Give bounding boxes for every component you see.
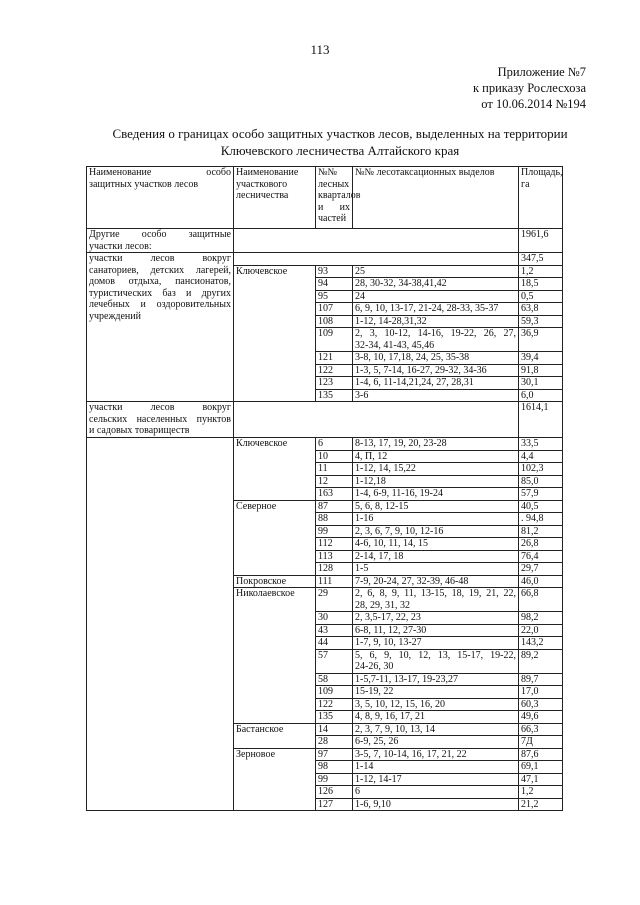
plot-numbers-cell: 7-9, 20-24, 27, 32-39, 46-48 <box>353 575 519 588</box>
appendix-line: к приказу Рослесхоза <box>472 81 586 95</box>
title-line: Ключевского лесничества Алтайского края <box>220 143 460 158</box>
quarter-cell: 95 <box>316 290 353 303</box>
quarter-cell: 57 <box>316 649 353 673</box>
plot-numbers-cell: 6, 9, 10, 13-17, 21-24, 28-33, 35-37 <box>353 303 519 316</box>
area-cell: 347,5 <box>519 253 563 266</box>
header-quarter-cell <box>316 167 361 229</box>
quarter-cell: 93 <box>316 265 353 278</box>
area-cell: 66,3 <box>519 723 563 736</box>
plot-numbers-cell: 1-12, 14, 15,22 <box>353 463 519 476</box>
plot-numbers-cell: 4, 8, 9, 16, 17, 21 <box>353 711 519 724</box>
quarter-cell: 163 <box>316 488 353 501</box>
merged-empty-cell <box>234 253 519 266</box>
quarter-cell: 113 <box>316 550 353 563</box>
plot-numbers-cell: 1-6, 9,10 <box>353 798 519 811</box>
appendix-block <box>473 64 586 112</box>
plot-numbers-cell: 2-14, 17, 18 <box>353 550 519 563</box>
cell-line: санаториев, детских лагерей, <box>89 264 231 276</box>
cell-line: участки лесов вокруг <box>89 402 231 413</box>
quarter-cell: 128 <box>316 563 353 576</box>
cell-line: Другие особо защитные <box>89 229 231 240</box>
quarter-cell: 109 <box>316 328 353 352</box>
plot-numbers-cell: 1-4, 6-9, 11-16, 19-24 <box>353 488 519 501</box>
area-cell: 87,6 <box>519 748 563 761</box>
table-body <box>87 167 563 811</box>
cell-line: 2, 3, 10-12, 14-16, 19-22, 26, 27, <box>355 328 516 339</box>
header-text: Наименование <box>236 167 299 178</box>
area-cell: 69,1 <box>519 761 563 774</box>
quarter-cell: 99 <box>316 773 353 786</box>
area-cell: 76,4 <box>519 550 563 563</box>
plot-numbers-cell: 1-5 <box>353 563 519 576</box>
forestry-cell: Николаевское <box>234 588 316 724</box>
plot-numbers-cell: 1-3, 5, 7-14, 16-27, 29-32, 34-36 <box>353 364 519 377</box>
quarter-cell: 99 <box>316 525 353 538</box>
appendix-line: от 10.06.2014 №194 <box>481 97 586 111</box>
quarter-cell: 135 <box>316 711 353 724</box>
quarter-cell: 97 <box>316 748 353 761</box>
header-text: Наименование особо <box>89 167 231 178</box>
area-cell: 7Д <box>519 736 563 749</box>
quarter-cell: 107 <box>316 303 353 316</box>
table-row <box>87 402 563 438</box>
header-text: и их <box>318 201 350 213</box>
cell-line: 5, 6, 9, 10, 12, 13, 15-17, 19-22, <box>355 649 516 661</box>
boundaries-table <box>86 166 563 811</box>
area-cell: 102,3 <box>519 463 563 476</box>
quarter-cell: 6 <box>316 438 353 451</box>
cell-line: 32-34, 41-43, 45,46 <box>355 339 435 351</box>
cell-line: домов отдыха, пансионатов, <box>89 276 231 287</box>
area-cell: 30,1 <box>519 377 563 390</box>
plot-numbers-cell: 4, П, 12 <box>353 450 519 463</box>
cell-line: 24-26, 30 <box>355 661 394 672</box>
quarter-cell: 29 <box>316 588 353 612</box>
quarter-cell: 112 <box>316 538 353 551</box>
plot-numbers-cell: 1-7, 9, 10, 13-27 <box>353 637 519 650</box>
area-cell: 21,2 <box>519 798 563 811</box>
plot-numbers-cell: 3-8, 10, 17,18, 24, 25, 35-38 <box>353 352 519 365</box>
quarter-cell: 28 <box>316 736 353 749</box>
header-text: кварталов <box>318 190 361 201</box>
area-cell: 40,5 <box>519 500 563 513</box>
plot-numbers-cell: 6-9, 25, 26 <box>353 736 519 749</box>
cell-line: участки лесов: <box>89 240 152 252</box>
plot-numbers-cell: 6 <box>353 786 519 799</box>
header-text: лесных <box>318 178 350 190</box>
merged-empty-cell <box>234 402 519 438</box>
area-cell: 1961,6 <box>519 229 563 253</box>
area-cell: 26,8 <box>519 538 563 551</box>
area-cell: 4,4 <box>519 450 563 463</box>
quarter-cell: 121 <box>316 352 353 365</box>
header-name-cell <box>87 167 234 229</box>
group-name-cell <box>87 229 234 253</box>
plot-numbers-cell: 3-6 <box>353 389 519 402</box>
header-text: №№ <box>318 167 338 178</box>
quarter-cell: 98 <box>316 761 353 774</box>
area-cell: 85,0 <box>519 475 563 488</box>
quarter-cell: 30 <box>316 612 353 625</box>
plot-numbers-cell: 1-14 <box>353 761 519 774</box>
area-cell: 89,7 <box>519 673 563 686</box>
quarter-cell: 94 <box>316 278 353 291</box>
area-cell: . 94,8 <box>519 513 563 526</box>
quarter-cell: 111 <box>316 575 353 588</box>
quarter-cell: 43 <box>316 624 353 637</box>
plot-numbers-cell: 3-5, 7, 10-14, 16, 17, 21, 22 <box>353 748 519 761</box>
merged-empty-cell <box>234 229 519 253</box>
plot-numbers-cell: 3, 5, 10, 12, 15, 16, 20 <box>353 698 519 711</box>
header-area-cell: Площадь, га <box>519 167 563 229</box>
document-title <box>80 125 600 159</box>
plot-numbers-cell: 6-8, 11, 12, 27-30 <box>353 624 519 637</box>
cell-line: участки лесов вокруг <box>89 253 231 264</box>
quarter-cell: 58 <box>316 673 353 686</box>
quarter-cell: 10 <box>316 450 353 463</box>
area-cell: 63,8 <box>519 303 563 316</box>
area-cell: 46,0 <box>519 575 563 588</box>
area-cell: 49,6 <box>519 711 563 724</box>
plot-numbers-cell: 2, 3, 6, 7, 9, 10, 12-16 <box>353 525 519 538</box>
plot-numbers-cell: 5, 6, 8, 12-15 <box>353 500 519 513</box>
cell-line: лечебных и оздоровительных <box>89 299 231 310</box>
quarter-cell: 122 <box>316 698 353 711</box>
header-forestry-cell <box>234 167 316 229</box>
plot-numbers-cell: 1-12, 14-28,31,32 <box>353 315 519 328</box>
quarter-cell: 11 <box>316 463 353 476</box>
plot-numbers-cell <box>353 328 519 352</box>
plot-numbers-cell: 1-16 <box>353 513 519 526</box>
table-row <box>87 253 563 266</box>
plot-numbers-cell: 8-13, 17, 19, 20, 23-28 <box>353 438 519 451</box>
cell-line: учреждений <box>89 310 141 322</box>
plot-numbers-cell: 1-4, 6, 11-14,21,24, 27, 28,31 <box>353 377 519 390</box>
quarter-cell: 122 <box>316 364 353 377</box>
area-cell: 89,2 <box>519 649 563 673</box>
plot-numbers-cell: 4-6, 10, 11, 14, 15 <box>353 538 519 551</box>
forestry-cell: Северное <box>234 500 316 575</box>
area-cell: 57,9 <box>519 488 563 501</box>
area-cell: 47,1 <box>519 773 563 786</box>
group-name-cell <box>87 253 234 402</box>
area-cell: 66,8 <box>519 588 563 612</box>
area-cell: 81,2 <box>519 525 563 538</box>
area-cell: 1,2 <box>519 265 563 278</box>
plot-numbers-cell: 15-19, 22 <box>353 686 519 699</box>
appendix-line: Приложение №7 <box>497 65 586 79</box>
quarter-cell: 123 <box>316 377 353 390</box>
forestry-cell: Покровское <box>234 575 316 588</box>
forestry-cell: Ключевское <box>234 265 316 402</box>
table-row <box>87 229 563 253</box>
plot-numbers-cell <box>353 649 519 673</box>
area-cell: 18,5 <box>519 278 563 291</box>
plot-numbers-cell: 24 <box>353 290 519 303</box>
plot-numbers-cell: 25 <box>353 265 519 278</box>
area-cell: 91,8 <box>519 364 563 377</box>
header-plot-cell: №№ лесотаксационных выделов <box>353 167 519 229</box>
area-cell: 36,9 <box>519 328 563 352</box>
empty-name-cell <box>87 438 234 811</box>
quarter-cell: 88 <box>316 513 353 526</box>
cell-line: туристических баз и других <box>89 287 231 299</box>
quarter-cell: 108 <box>316 315 353 328</box>
quarter-cell: 127 <box>316 798 353 811</box>
area-cell: 6,0 <box>519 389 563 402</box>
quarter-cell: 87 <box>316 500 353 513</box>
area-cell: 59,3 <box>519 315 563 328</box>
header-text: защитных участков лесов <box>89 178 199 190</box>
forestry-cell: Ключевское <box>234 438 316 501</box>
area-cell: 29,7 <box>519 563 563 576</box>
area-cell: 0,5 <box>519 290 563 303</box>
plot-numbers-cell <box>353 588 519 612</box>
page-number: 113 <box>310 42 330 57</box>
table-row <box>87 438 563 451</box>
quarter-cell: 109 <box>316 686 353 699</box>
header-text: лесничества <box>236 190 289 201</box>
quarter-cell: 126 <box>316 786 353 799</box>
title-line: Сведения о границах особо защитных участков лесов, выделенных на территории <box>112 126 568 141</box>
plot-numbers-cell: 1-5,7-11, 13-17, 19-23,27 <box>353 673 519 686</box>
area-cell: 22,0 <box>519 624 563 637</box>
plot-numbers-cell: 2, 3, 7, 9, 10, 13, 14 <box>353 723 519 736</box>
plot-numbers-cell: 1-12, 14-17 <box>353 773 519 786</box>
header-text: участкового <box>236 178 288 190</box>
cell-line: 28, 29, 31, 32 <box>355 599 410 611</box>
area-cell: 98,2 <box>519 612 563 625</box>
area-cell: 60,3 <box>519 698 563 711</box>
forestry-cell: Бастанское <box>234 723 316 748</box>
header-text: частей <box>318 213 347 224</box>
quarter-cell: 14 <box>316 723 353 736</box>
forestry-cell: Зерновое <box>234 748 316 811</box>
quarter-cell: 135 <box>316 389 353 402</box>
area-cell: 1,2 <box>519 786 563 799</box>
area-cell: 39,4 <box>519 352 563 365</box>
quarter-cell: 12 <box>316 475 353 488</box>
area-cell: 33,5 <box>519 438 563 451</box>
area-cell: 17,0 <box>519 686 563 699</box>
group-name-cell <box>87 402 234 438</box>
quarter-cell: 44 <box>316 637 353 650</box>
table-header-row <box>87 167 563 229</box>
cell-line: сельских населенных пунктов <box>89 413 231 425</box>
plot-numbers-cell: 1-12,18 <box>353 475 519 488</box>
area-cell: 143,2 <box>519 637 563 650</box>
cell-line: и садовых товариществ <box>89 425 190 436</box>
plot-numbers-cell: 28, 30-32, 34-38,41,42 <box>353 278 519 291</box>
cell-line: 2, 6, 8, 9, 11, 13-15, 18, 19, 21, 22, <box>355 588 516 599</box>
plot-numbers-cell: 2, 3,5-17, 22, 23 <box>353 612 519 625</box>
area-cell: 1614,1 <box>519 402 563 438</box>
